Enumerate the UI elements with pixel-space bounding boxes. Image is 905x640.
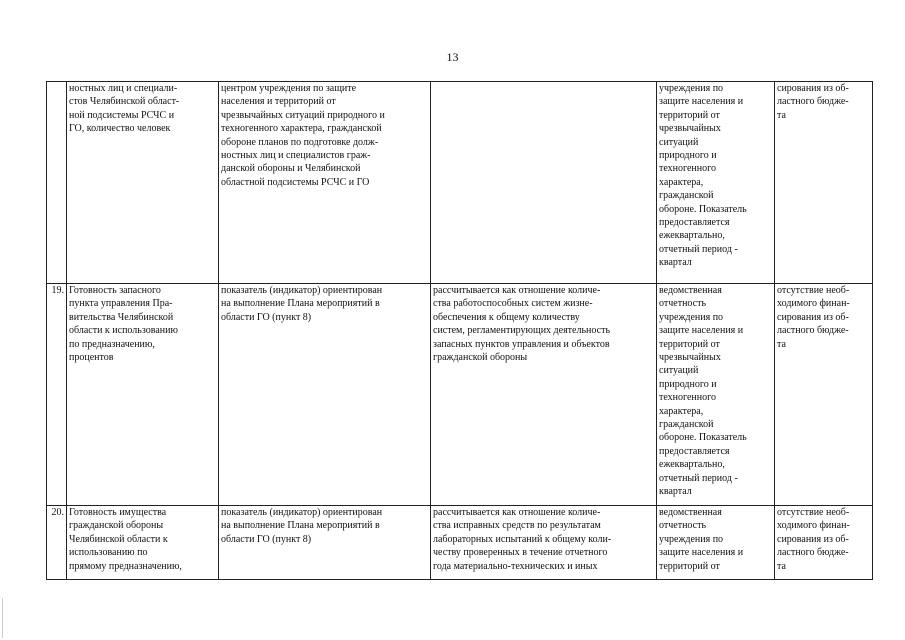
row-number [47, 82, 67, 284]
source-cell: ведомственная отчетность учреждения по защите населения и территорий от [657, 506, 775, 580]
notes-cell: отсутствие необ- ходимого финан- сирования из об- ластного бюдже- та [775, 284, 873, 506]
table-row [47, 506, 873, 580]
table-row [47, 284, 873, 506]
row-number: 20. [47, 506, 67, 580]
indicators-table [46, 81, 873, 580]
table-row [47, 82, 873, 284]
notes-cell: сирования из об- ластного бюдже- та [775, 82, 873, 284]
method-cell [431, 82, 657, 284]
notes-cell: отсутствие необ- ходимого финан- сирования из об- ластного бюдже- та [775, 506, 873, 580]
indicator-cell: Готовность имущества гражданской обороны Челябинской области к использованию по прямому предназначению, [67, 506, 219, 580]
source-cell: учреждения по защите населения и территорий от чрезвычайных ситуаций природного и техногенного характера, гражданской обороне. Показатель предоставляется ежеквартально, отчетный период - квартал [657, 82, 775, 284]
source-cell: ведомственная отчетность учреждения по защите населения и территорий от чрезвычайных ситуаций природного и техногенного характера, гражданской обороне. Показатель предоставляется ежеквартально, отчетный период - квартал [657, 284, 775, 506]
orientation-cell: центром учреждения по защите населения и территорий от чрезвычайных ситуаций природного и техногенного характера, гражданской обороне планов по подготовке долж- ностных лиц и специалистов граж- данской обороны и Челябинской областной подсистемы РСЧС и ГО [219, 82, 431, 284]
row-number: 19. [47, 284, 67, 506]
indicator-cell: ностных лиц и специали- стов Челябинской област- ной подсистемы РСЧС и ГО, количество человек [67, 82, 219, 284]
page-number: 13 [446, 50, 459, 64]
indicator-cell: Готовность запасного пункта управления Пра- вительства Челябинской области к использованию по предназначению, процентов [67, 284, 219, 506]
method-cell: рассчитывается как отношение количе- ства исправных средств по результатам лабораторных испытаний к общему коли- честву проверенных в течение отчетного года материально-технических и иных [431, 506, 657, 580]
scan-edge-mark [2, 598, 3, 638]
orientation-cell: показатель (индикатор) ориентирован на выполнение Плана мероприятий в области ГО (пункт 8) [219, 506, 431, 580]
method-cell: рассчитывается как отношение количе- ства работоспособных систем жизне- обеспечения к общему количеству систем, регламентирующих деятельность запасных пунктов управления и объектов гражданской обороны [431, 284, 657, 506]
orientation-cell: показатель (индикатор) ориентирован на выполнение Плана мероприятий в области ГО (пункт 8) [219, 284, 431, 506]
